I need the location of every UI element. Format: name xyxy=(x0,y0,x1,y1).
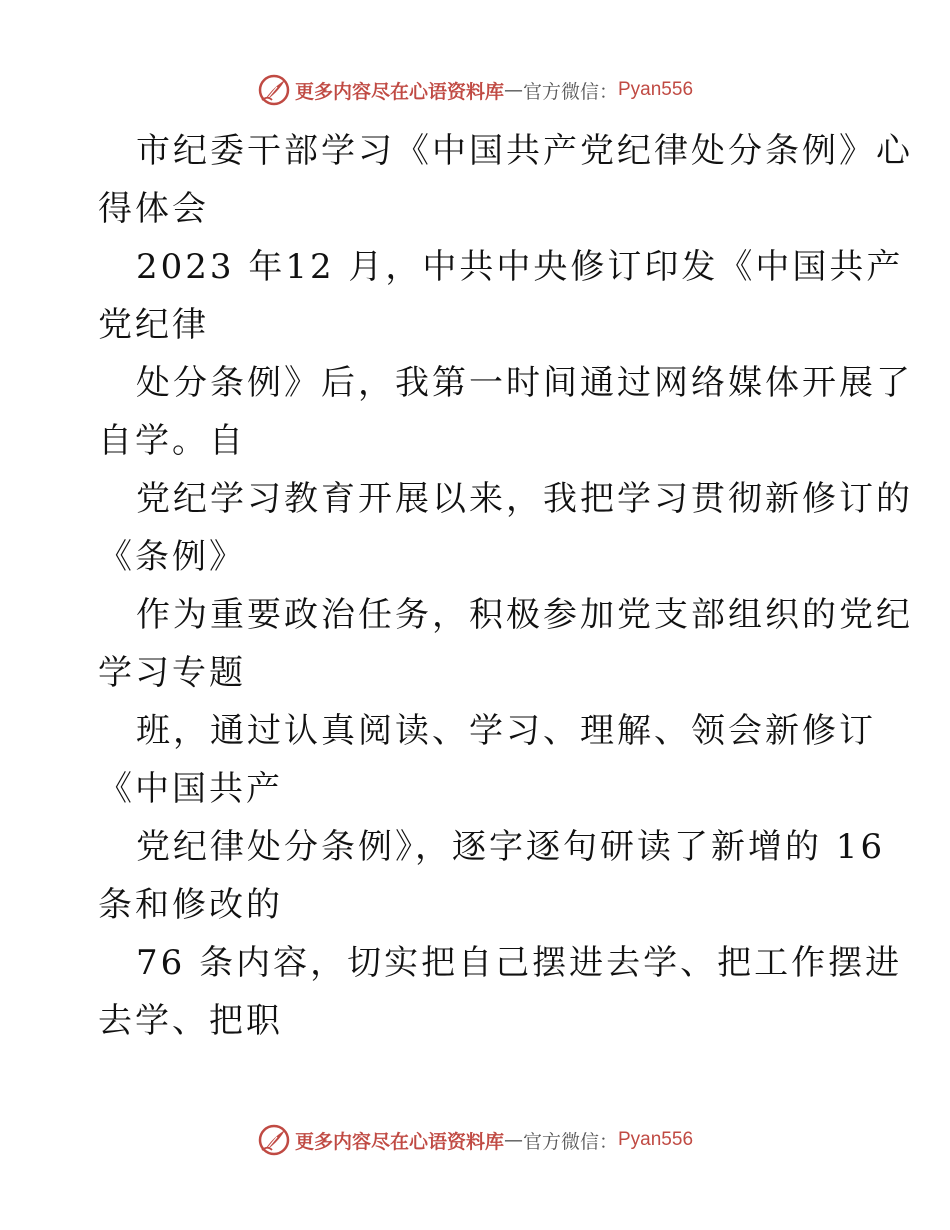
body-line: 党纪律处分条例》，逐字逐句研读了新增的 16 xyxy=(136,827,886,867)
body-line: 《中国共产 xyxy=(98,769,283,809)
body-line: 作为重要政治任务，积极参加党支部组织的党纪 xyxy=(136,595,913,635)
footer-wechat-id: Pyan556 xyxy=(618,1129,694,1150)
footer-banner xyxy=(0,1120,950,1160)
document-body xyxy=(98,122,913,1050)
body-line: 《条例》 xyxy=(98,537,246,577)
body-line: 2023 年12 月，中共中央修订印发《中国共产 xyxy=(136,247,904,287)
header-separator: — xyxy=(503,79,523,101)
header-banner xyxy=(0,70,950,110)
header-wechat-label: 官方微信： xyxy=(522,80,618,103)
body-line: 得体会 xyxy=(98,189,209,229)
footer-separator: — xyxy=(503,1129,523,1151)
feather-pen-logo-icon xyxy=(257,73,291,107)
body-line: 处分条例》后，我第一时间通过网络媒体开展了 xyxy=(136,363,913,403)
feather-pen-logo-icon xyxy=(257,1123,291,1157)
footer-wechat-label: 官方微信： xyxy=(522,1130,618,1153)
body-line: 76 条内容，切实把自己摆进去学、把工作摆进 xyxy=(136,943,903,983)
body-line: 班，通过认真阅读、学习、理解、领会新修订 xyxy=(136,711,876,751)
header-brand-text: 更多内容尽在心语资料库 xyxy=(294,80,504,103)
header-wechat-id: Pyan556 xyxy=(618,79,694,100)
body-line: 学习专题 xyxy=(98,653,246,693)
body-line: 条和修改的 xyxy=(98,885,283,925)
body-line: 去学、把职 xyxy=(98,1001,283,1041)
body-line: 市纪委干部学习《中国共产党纪律处分条例》心 xyxy=(136,131,913,171)
body-line: 自学。自 xyxy=(98,421,246,461)
footer-brand-text: 更多内容尽在心语资料库 xyxy=(294,1130,504,1153)
body-line: 党纪学习教育开展以来，我把学习贯彻新修订的 xyxy=(136,479,913,519)
body-line: 党纪律 xyxy=(98,305,209,345)
